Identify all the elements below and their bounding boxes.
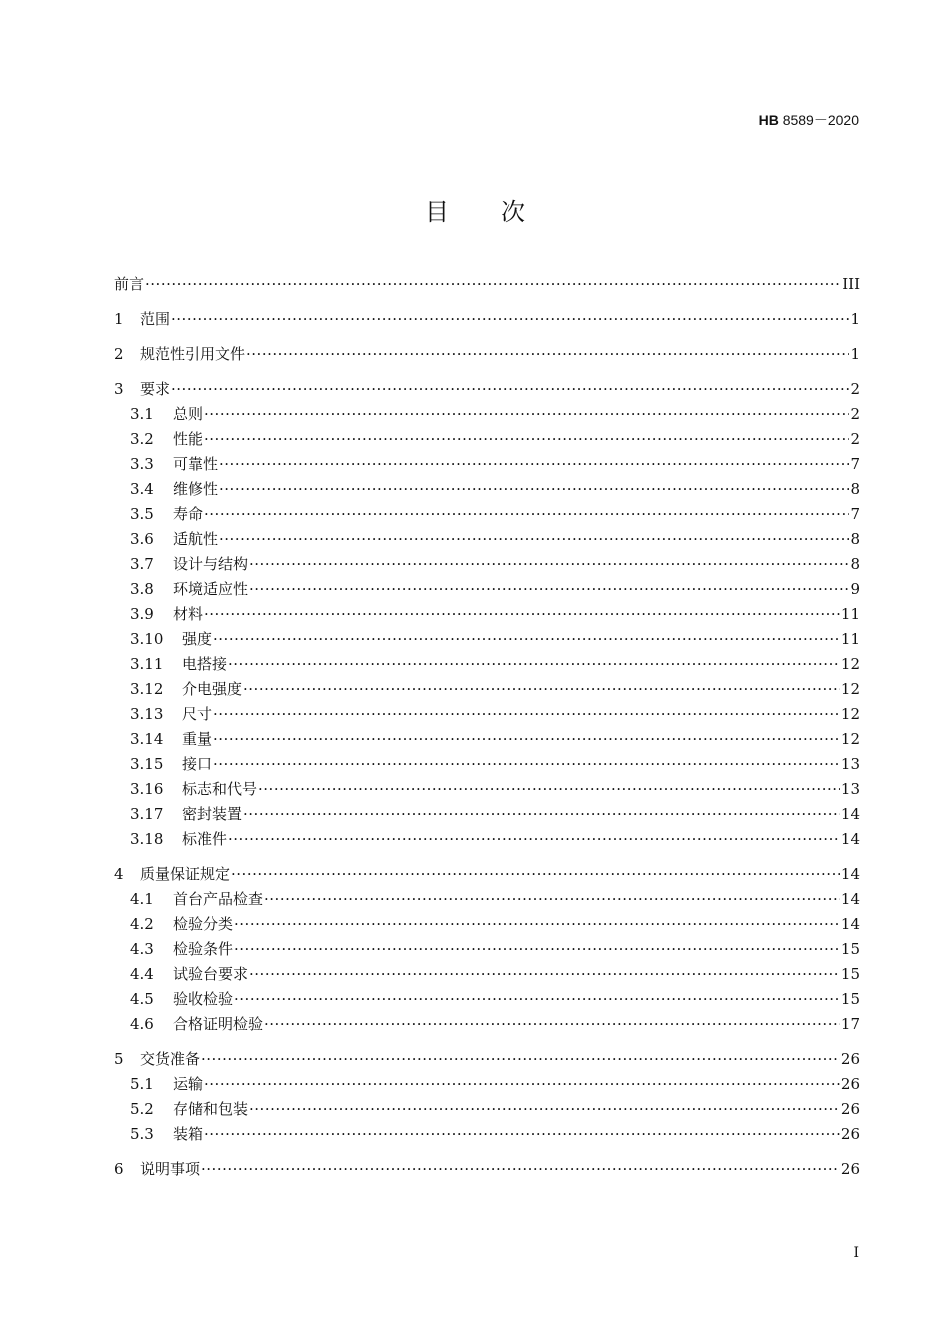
toc-entry-page: 14 bbox=[840, 805, 860, 823]
toc-entry[interactable] bbox=[114, 272, 860, 297]
toc-entry-label: 检验条件 bbox=[173, 940, 234, 958]
toc-entry-number: 5.3 bbox=[130, 1125, 154, 1143]
toc-entry[interactable] bbox=[114, 777, 860, 802]
toc-entry[interactable] bbox=[114, 402, 860, 427]
toc-entry-label: 总则 bbox=[173, 405, 204, 423]
toc-leader-dots bbox=[243, 802, 840, 827]
toc-entry-number: 3.8 bbox=[130, 580, 154, 598]
toc-entry[interactable] bbox=[114, 1012, 860, 1037]
toc-entry-number: 3 bbox=[114, 380, 124, 398]
toc-entry[interactable] bbox=[114, 627, 860, 652]
toc-title bbox=[0, 192, 950, 227]
toc-entry-label: 重量 bbox=[182, 730, 213, 748]
toc-leader-dots bbox=[249, 552, 849, 577]
toc-entry[interactable] bbox=[114, 577, 860, 602]
toc-entry-label: 强度 bbox=[182, 630, 213, 648]
toc-entry-label: 运输 bbox=[173, 1075, 204, 1093]
toc-leader-dots bbox=[264, 887, 840, 912]
toc-entry-page: 15 bbox=[840, 965, 860, 983]
toc-entry-page: 17 bbox=[840, 1015, 860, 1033]
toc-entry-page: 11 bbox=[840, 630, 860, 648]
toc-entry-label: 检验分类 bbox=[173, 915, 234, 933]
toc-entry-page: 12 bbox=[840, 680, 860, 698]
toc-leader-dots bbox=[249, 962, 840, 987]
toc-entry[interactable] bbox=[114, 887, 860, 912]
toc-entry[interactable] bbox=[114, 727, 860, 752]
toc-entry-number: 3.18 bbox=[130, 830, 164, 848]
toc-entry-label: 标志和代号 bbox=[182, 780, 258, 798]
toc-entry-page: 14 bbox=[840, 890, 860, 908]
toc-entry-label: 性能 bbox=[173, 430, 204, 448]
toc-entry-number: 2 bbox=[114, 345, 124, 363]
toc-entry-page: 13 bbox=[840, 780, 860, 798]
toc-leader-dots bbox=[219, 527, 849, 552]
toc-entry-page: 13 bbox=[840, 755, 860, 773]
toc-entry-page: 1 bbox=[850, 345, 860, 363]
toc-entry-number: 3.4 bbox=[130, 480, 154, 498]
toc-entry-page: 8 bbox=[850, 555, 860, 573]
toc-entry-page: 26 bbox=[840, 1100, 860, 1118]
toc-entry[interactable] bbox=[114, 1097, 860, 1122]
toc-entry-number: 1 bbox=[114, 310, 124, 328]
table-of-contents bbox=[114, 272, 860, 1182]
toc-entry-label: 交货准备 bbox=[140, 1050, 201, 1068]
toc-leader-dots bbox=[213, 627, 840, 652]
toc-entry-label: 维修性 bbox=[173, 480, 219, 498]
toc-entry-page: 12 bbox=[840, 705, 860, 723]
toc-entry[interactable] bbox=[114, 1122, 860, 1147]
toc-leader-dots bbox=[231, 862, 840, 887]
toc-entry-number: 3.7 bbox=[130, 555, 154, 573]
toc-entry-label: 材料 bbox=[173, 605, 204, 623]
toc-entry-page: 26 bbox=[840, 1075, 860, 1093]
toc-entry[interactable] bbox=[114, 307, 860, 332]
toc-entry-number: 6 bbox=[114, 1160, 124, 1178]
toc-entry[interactable] bbox=[114, 377, 860, 402]
toc-entry-label: 可靠性 bbox=[173, 455, 219, 473]
toc-entry-number: 4.4 bbox=[130, 965, 154, 983]
toc-entry[interactable] bbox=[114, 962, 860, 987]
toc-leader-dots bbox=[204, 502, 849, 527]
toc-entry-number: 5 bbox=[114, 1050, 124, 1068]
toc-entry-page: 15 bbox=[840, 940, 860, 958]
footer-page-number: I bbox=[853, 1245, 859, 1261]
toc-entry[interactable] bbox=[114, 502, 860, 527]
document-code-prefix: HB bbox=[758, 112, 779, 128]
toc-entry-page: 7 bbox=[850, 505, 860, 523]
toc-entry-number: 3.12 bbox=[130, 680, 164, 698]
toc-entry[interactable] bbox=[114, 912, 860, 937]
toc-entry-page: 9 bbox=[850, 580, 860, 598]
toc-entry-page: 14 bbox=[840, 865, 860, 883]
toc-entry-label: 质量保证规定 bbox=[140, 865, 231, 883]
toc-entry[interactable] bbox=[114, 937, 860, 962]
toc-entry[interactable] bbox=[114, 1157, 860, 1182]
toc-entry-page: 8 bbox=[850, 480, 860, 498]
toc-entry[interactable] bbox=[114, 802, 860, 827]
toc-entry-label: 介电强度 bbox=[182, 680, 243, 698]
toc-entry-number: 5.2 bbox=[130, 1100, 154, 1118]
toc-entry-number: 3.6 bbox=[130, 530, 154, 548]
document-code-number: 8589－2020 bbox=[782, 112, 859, 128]
toc-entry-label: 试验台要求 bbox=[173, 965, 249, 983]
toc-leader-dots bbox=[204, 427, 849, 452]
toc-leader-dots bbox=[228, 652, 840, 677]
toc-entry[interactable] bbox=[114, 342, 860, 367]
toc-leader-dots bbox=[264, 1012, 840, 1037]
toc-entry-number: 4.5 bbox=[130, 990, 154, 1008]
toc-entry-page: 15 bbox=[840, 990, 860, 1008]
toc-entry[interactable] bbox=[114, 452, 860, 477]
toc-entry-number: 3.5 bbox=[130, 505, 154, 523]
toc-leader-dots bbox=[219, 452, 849, 477]
toc-entry-number: 3.1 bbox=[130, 405, 154, 423]
toc-entry-label: 存储和包装 bbox=[173, 1100, 249, 1118]
toc-entry-page: 2 bbox=[850, 405, 860, 423]
toc-entry-label: 合格证明检验 bbox=[173, 1015, 264, 1033]
toc-leader-dots bbox=[213, 752, 840, 777]
toc-leader-dots bbox=[249, 1097, 840, 1122]
toc-entry-page: 8 bbox=[850, 530, 860, 548]
toc-entry-number: 4 bbox=[114, 865, 124, 883]
toc-leader-dots bbox=[249, 577, 849, 602]
toc-entry-label: 密封装置 bbox=[182, 805, 243, 823]
toc-entry-number: 3.14 bbox=[130, 730, 164, 748]
toc-entry[interactable] bbox=[114, 527, 860, 552]
toc-entry-label: 范围 bbox=[140, 310, 171, 328]
toc-entry-label: 设计与结构 bbox=[173, 555, 249, 573]
toc-entry[interactable] bbox=[114, 552, 860, 577]
toc-entry-number: 3.16 bbox=[130, 780, 164, 798]
toc-leader-dots bbox=[234, 937, 840, 962]
toc-entry-number: 4.1 bbox=[130, 890, 154, 908]
toc-leader-dots bbox=[246, 342, 849, 367]
toc-entry-page: 2 bbox=[850, 430, 860, 448]
toc-entry-label: 首台产品检查 bbox=[173, 890, 264, 908]
toc-leader-dots bbox=[145, 272, 841, 297]
toc-entry-label: 寿命 bbox=[173, 505, 204, 523]
toc-leader-dots bbox=[171, 307, 849, 332]
toc-entry-label: 前言 bbox=[114, 275, 145, 293]
toc-leader-dots bbox=[258, 777, 840, 802]
toc-entry[interactable] bbox=[114, 427, 860, 452]
toc-entry[interactable] bbox=[114, 652, 860, 677]
toc-entry-page: III bbox=[842, 275, 860, 293]
toc-entry[interactable] bbox=[114, 677, 860, 702]
toc-entry-label: 装箱 bbox=[173, 1125, 204, 1143]
toc-leader-dots bbox=[171, 377, 849, 402]
toc-entry-page: 26 bbox=[840, 1160, 860, 1178]
toc-entry-label: 规范性引用文件 bbox=[140, 345, 246, 363]
toc-entry[interactable] bbox=[114, 862, 860, 887]
toc-entry-page: 14 bbox=[840, 915, 860, 933]
toc-entry-page: 11 bbox=[840, 605, 860, 623]
toc-title-char-2: 次 bbox=[501, 198, 525, 226]
toc-entry-number: 3.10 bbox=[130, 630, 164, 648]
toc-entry-label: 尺寸 bbox=[182, 705, 213, 723]
toc-entry-page: 26 bbox=[840, 1125, 860, 1143]
toc-entry-page: 7 bbox=[850, 455, 860, 473]
toc-entry-number: 4.2 bbox=[130, 915, 154, 933]
toc-entry[interactable] bbox=[114, 702, 860, 727]
toc-entry[interactable] bbox=[114, 1047, 860, 1072]
toc-entry-label: 说明事项 bbox=[140, 1160, 201, 1178]
toc-entry-page: 12 bbox=[840, 730, 860, 748]
toc-entry[interactable] bbox=[114, 1072, 860, 1097]
toc-leader-dots bbox=[228, 827, 840, 852]
toc-entry-page: 1 bbox=[850, 310, 860, 328]
toc-leader-dots bbox=[243, 677, 840, 702]
toc-leader-dots bbox=[201, 1047, 840, 1072]
toc-entry-label: 接口 bbox=[182, 755, 213, 773]
toc-leader-dots bbox=[204, 402, 849, 427]
toc-entry-label: 适航性 bbox=[173, 530, 219, 548]
toc-entry-page: 26 bbox=[840, 1050, 860, 1068]
toc-entry-number: 3.9 bbox=[130, 605, 154, 623]
toc-entry[interactable] bbox=[114, 477, 860, 502]
toc-entry-number: 3.11 bbox=[130, 655, 164, 673]
toc-entry-number: 3.2 bbox=[130, 430, 154, 448]
toc-entry-number: 3.15 bbox=[130, 755, 164, 773]
toc-entry-label: 电搭接 bbox=[182, 655, 228, 673]
toc-entry-label: 验收检验 bbox=[173, 990, 234, 1008]
toc-entry-page: 2 bbox=[850, 380, 860, 398]
toc-leader-dots bbox=[219, 477, 849, 502]
toc-entry-label: 标准件 bbox=[182, 830, 228, 848]
toc-leader-dots bbox=[204, 1072, 840, 1097]
toc-entry-page: 14 bbox=[840, 830, 860, 848]
toc-entry-number: 3.17 bbox=[130, 805, 164, 823]
toc-leader-dots bbox=[204, 1122, 840, 1147]
toc-leader-dots bbox=[234, 912, 840, 937]
toc-entry[interactable] bbox=[114, 827, 860, 852]
toc-leader-dots bbox=[213, 702, 840, 727]
document-code bbox=[759, 110, 859, 130]
toc-leader-dots bbox=[204, 602, 840, 627]
toc-entry-number: 3.13 bbox=[130, 705, 164, 723]
toc-leader-dots bbox=[213, 727, 840, 752]
toc-entry-number: 4.6 bbox=[130, 1015, 154, 1033]
toc-entry[interactable] bbox=[114, 602, 860, 627]
toc-title-char-1: 目 bbox=[425, 198, 449, 226]
toc-entry-number: 5.1 bbox=[130, 1075, 154, 1093]
toc-entry-page: 12 bbox=[840, 655, 860, 673]
toc-entry-number: 3.3 bbox=[130, 455, 154, 473]
toc-entry-label: 要求 bbox=[140, 380, 171, 398]
toc-entry[interactable] bbox=[114, 987, 860, 1012]
toc-leader-dots bbox=[201, 1157, 840, 1182]
toc-entry-label: 环境适应性 bbox=[173, 580, 249, 598]
toc-entry-number: 4.3 bbox=[130, 940, 154, 958]
toc-entry[interactable] bbox=[114, 752, 860, 777]
toc-leader-dots bbox=[234, 987, 840, 1012]
